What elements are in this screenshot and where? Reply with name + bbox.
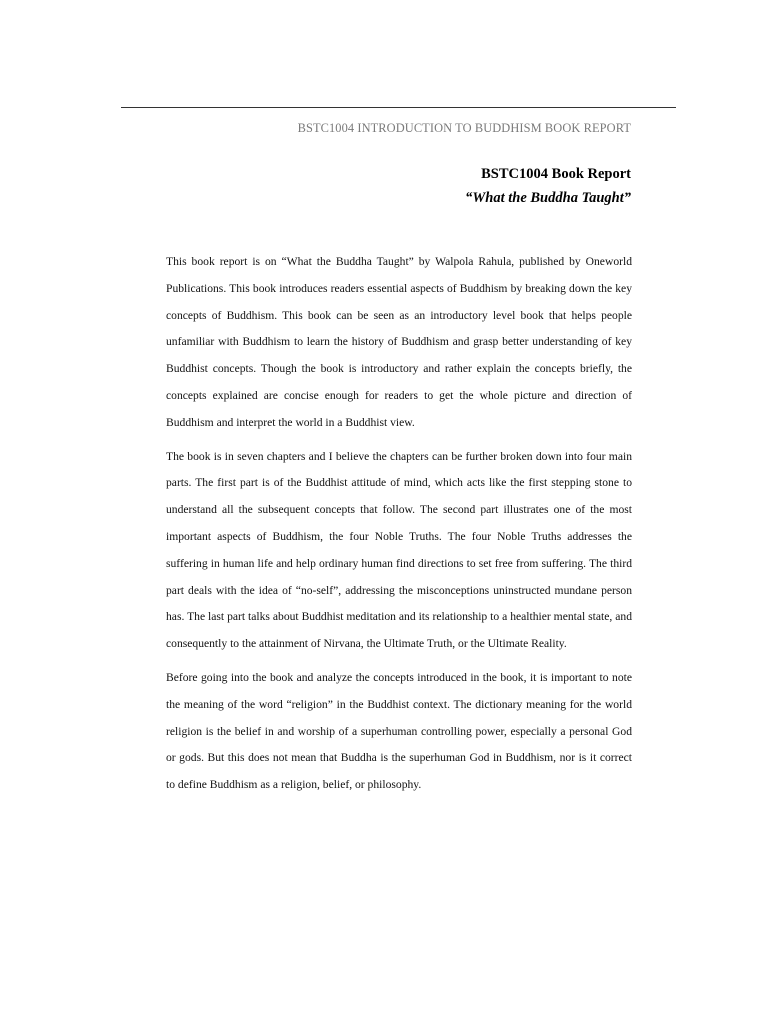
body-text [166,249,632,806]
paragraph-introduction: This book report is on “What the Buddha Taught” by Walpola Rahula, published by Oneworld Publications. This book introduces readers essential aspects of Buddhism by breaking down the key concepts of Buddhism. This book can be seen as an introductory level book that helps people unfamiliar with Buddhism to learn the history of Buddhism and grasp better understanding of key Buddhist concepts. Though the book is introductory and rather explain the concepts briefly, the concepts explained are concise enough for readers to get the whole picture and direction of Buddhism and interpret the world in a Buddhist view. [166,255,632,429]
title-block [160,162,631,210]
report-title: BSTC1004 Book Report [481,166,631,182]
paragraph-structure: The book is in seven chapters and I believe the chapters can be further broken down into four main parts. The first part is of the Buddhist attitude of mind, which acts like the first stepping stone to understand all the subsequent concepts that follow. The second part illustrates one of the most important aspects of Buddhism, the four Noble Truths. The four Noble Truths addresses the suffering in human life and help ordinary human find directions to set free from suffering. The third part deals with the idea of “no-self”, addressing the misconceptions uninstructed mundane person has. The last part talks about Buddhist meditation and its relationship to a healthier mental state, and consequently to the attainment of Nirvana, the Ultimate Truth, or the Ultimate Reality. [166,449,632,651]
paragraph-religion: Before going into the book and analyze the concepts introduced in the book, it is important to note the meaning of the word “religion” in the Buddhist context. The dictionary meaning for the world religion is the belief in and worship of a superhuman controlling power, especially a personal God or gods. But this does not mean that Buddha is the superhuman God in Buddhism, nor is it correct to define Buddhism as a religion, belief, or philosophy. [166,670,632,792]
header-rule [121,107,676,108]
running-header: BSTC1004 INTRODUCTION TO BUDDHISM BOOK REPORT [297,121,631,135]
report-subtitle: “What the Buddha Taught” [465,190,631,206]
